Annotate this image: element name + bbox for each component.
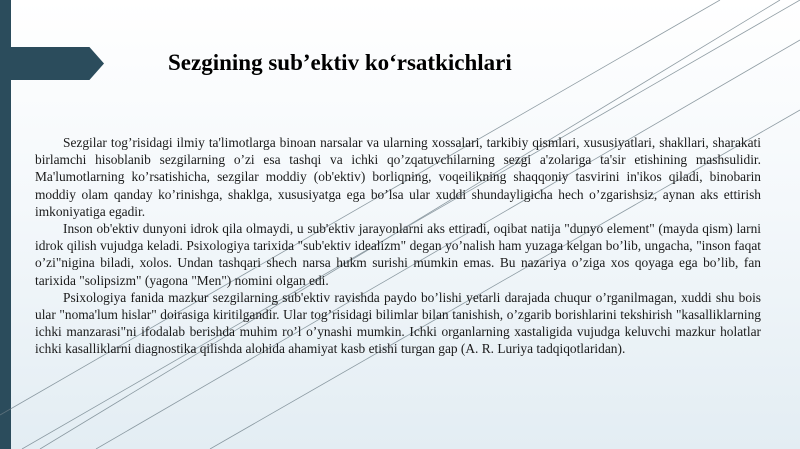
paragraph-3: Psixologiya fanida mazkur sezgilarning sub'ektiv ravishda paydo bo’lishi yetarli darajada chuqur o’rganilmagan, xuddi shu bois ular "noma'lum hislar" doirasiga kiritilgandir. Ular tog’risidagi bilimlar bilan tanishish, o’zgarib borishlarini tekshirish "kasalliklarning ichki manzarasi"ni ifodalab berishda muhim ro’l o’ynashi mumkin. Ichki organlarning xastaligida vujudga keluvchi mazkur holatlar ichki kasalliklarni diagnostika qilishda alohida ahamiyat kasb etishi turgan gap (A. R. Luriya tadqiqotlaridan).: [35, 289, 761, 357]
paragraph-1: Sezgilar tog’risidagi ilmiy ta'limotlarga binoan narsalar va ularning xossalari, tarkibiy qismlari, xususiyatlari, shakllari, sharakati birlamchi hisoblanib sezgilarning o’zi esa tashqi va ichki qo’zqatuvchilarning sezgi a'zolariga ta'sir etishining mashsulidir. Ma'lumotlarning ko’rsatishicha, sezgilar moddiy (ob'ektiv) borliqning, voqeilikning shaqqoniy tasvirini in'ikos qiladi, binobarin moddiy olam qanday ko’rinishga, shaklga, xususiyatga ega bo’lsa ular xuddi shundayligicha hech o’zgarishsiz, aynan aks ettirish imkoniyatiga egadir.: [35, 135, 761, 219]
paragraph-2: Inson ob'ektiv dunyoni idrok qila olmaydi, u sub'ektiv jarayonlarni aks ettiradi, oqibat natija "dunyo element" (mayda qism) larni idrok qilish vujudga keladi. Psixologiya tarixida "sub'ektiv idealizm" degan yo’nalish ham yuzaga kelgan bo’lib, ungacha, "inson faqat o’zi"nigina biladi, xolos. Undan tashqari shech narsa hukm surishi mumkin emas. Bu nazariya o’ziga xos qoyaga ega bo’lib, fan tarixida "solipsizm" (yagona "Men") nomini olgan edi.: [35, 221, 761, 288]
slide-body: [35, 134, 761, 358]
slide-title: Sezgining sub’ektiv ko‘rsatkichlari: [168, 50, 512, 75]
